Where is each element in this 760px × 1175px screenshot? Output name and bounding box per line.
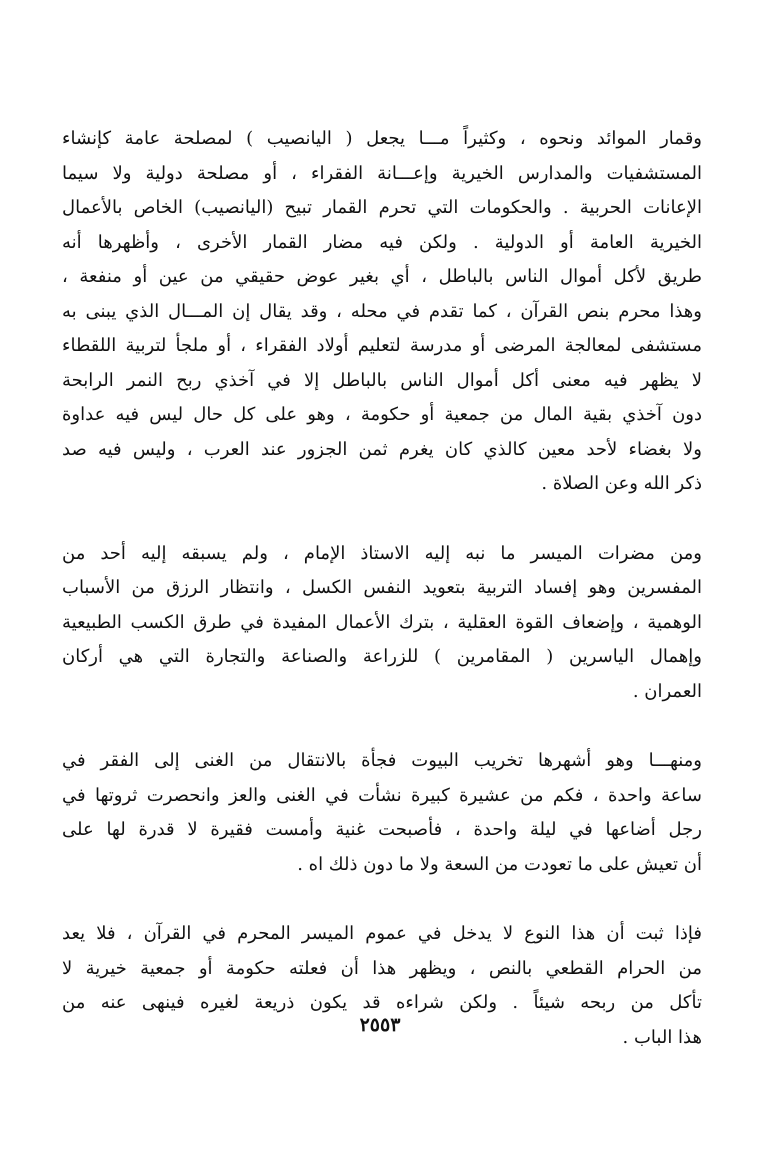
paragraph-spacer	[62, 882, 702, 917]
text-line: الوهمية ، وإضعاف القوة العقلية ، بترك الأعمال المفيدة في طرق الكسب الطبيعية	[62, 611, 702, 633]
text-line: دون آخذي بقية المال من جمعية أو حكومة ، وهو على كل حال ليس فيه عداوة	[62, 404, 702, 425]
text-line: هذا الباب .	[622, 1026, 702, 1048]
text-line: فإذا ثبت أن هذا النوع لا يدخل في عموم الميسر المحرم في القرآن ، فلا يعد	[62, 923, 702, 944]
paragraph-gambling-lottery	[62, 122, 702, 502]
text-line: العمران .	[632, 680, 702, 702]
paragraph-spacer	[62, 709, 702, 744]
paragraph-ruin-of-homes	[62, 744, 702, 882]
text-line: ومنهـــا وهو أشهرها تخريب البيوت فجأة بالانتقال من الغنى إلى الفقر في	[62, 750, 702, 771]
paragraph-harms-of-maysir	[62, 537, 702, 710]
page-number: ٢٥٥٣	[359, 1014, 401, 1036]
text-line: وهذا محرم بنص القرآن ، كما تقدم في محله ، وقد يقال إن المـــال الذي يبنى به	[62, 300, 702, 322]
text-line: ساعة واحدة ، فكم من عشيرة كبيرة نشأت في الغنى والعز وانحصرت ثروتها في	[62, 784, 702, 806]
paragraph-spacer	[62, 502, 702, 537]
text-line: طريق لأكل أموال الناس بالباطل ، أي بغير عوض حقيقي من عين أو منفعة ،	[62, 266, 702, 287]
text-line: وإهمال الياسرين ( المقامرين ) للزراعة والصناعة والتجارة التي هي أركان	[62, 646, 702, 667]
text-line: ولا بغضاء لأحد معين كالذي كان يغرم ثمن الجزور عند العرب ، وليس فيه صد	[62, 438, 702, 460]
text-line: من الحرام القطعي بالنص ، ويظهر هذا أن فعلته حكومة أو جمعية خيرية لا	[62, 957, 702, 979]
text-line: رجل أضاعها في ليلة واحدة ، فأصبحت غنية وأمست فقيرة لا قدرة لها على	[62, 819, 702, 840]
text-line: الخيرية العامة أو الدولية . ولكن فيه مضار القمار الأخرى ، وأظهرها أنه	[62, 231, 702, 253]
text-line: المستشفيات والمدارس الخيرية وإعـــانة الفقراء ، أو مصلحة دولية ولا سيما	[62, 162, 702, 184]
text-line: ذكر الله وعن الصلاة .	[541, 473, 702, 494]
text-line: لا يظهر فيه معنى أكل أموال الناس بالباطل إلا في آخذي ربح النمر الرابحة	[62, 369, 702, 391]
text-line: ومن مضرات الميسر ما نبه إليه الاستاذ الإمام ، ولم يسبقه إليه أحد من	[62, 542, 702, 564]
text-line: أن تعيش على ما تعودت من السعة ولا ما دون ذلك اه .	[297, 853, 702, 875]
text-line: تأكل من ربحه شيئاً . ولكن شراءه قد يكون ذريعة لغيره فينهى عنه من	[62, 992, 702, 1013]
page-body	[62, 122, 702, 1055]
text-line: مستشفى لمعالجة المرضى أو مدرسة لتعليم أولاد الفقراء ، أو ملجأ لتربية اللقطاء	[62, 335, 702, 356]
text-line: المفسرين وهو إفساد التربية بتعويد النفس الكسل ، وانتظار الرزق من الأسباب	[62, 577, 702, 598]
text-line: الإعانات الحربية . والحكومات التي تحرم القمار تبيح (اليانصيب) الخاص بالأعمال	[62, 197, 702, 218]
text-line: وقمار الموائد ونحوه ، وكثيراً مـــا يجعل ( اليانصيب ) لمصلحة عامة كإنشاء	[62, 128, 702, 149]
